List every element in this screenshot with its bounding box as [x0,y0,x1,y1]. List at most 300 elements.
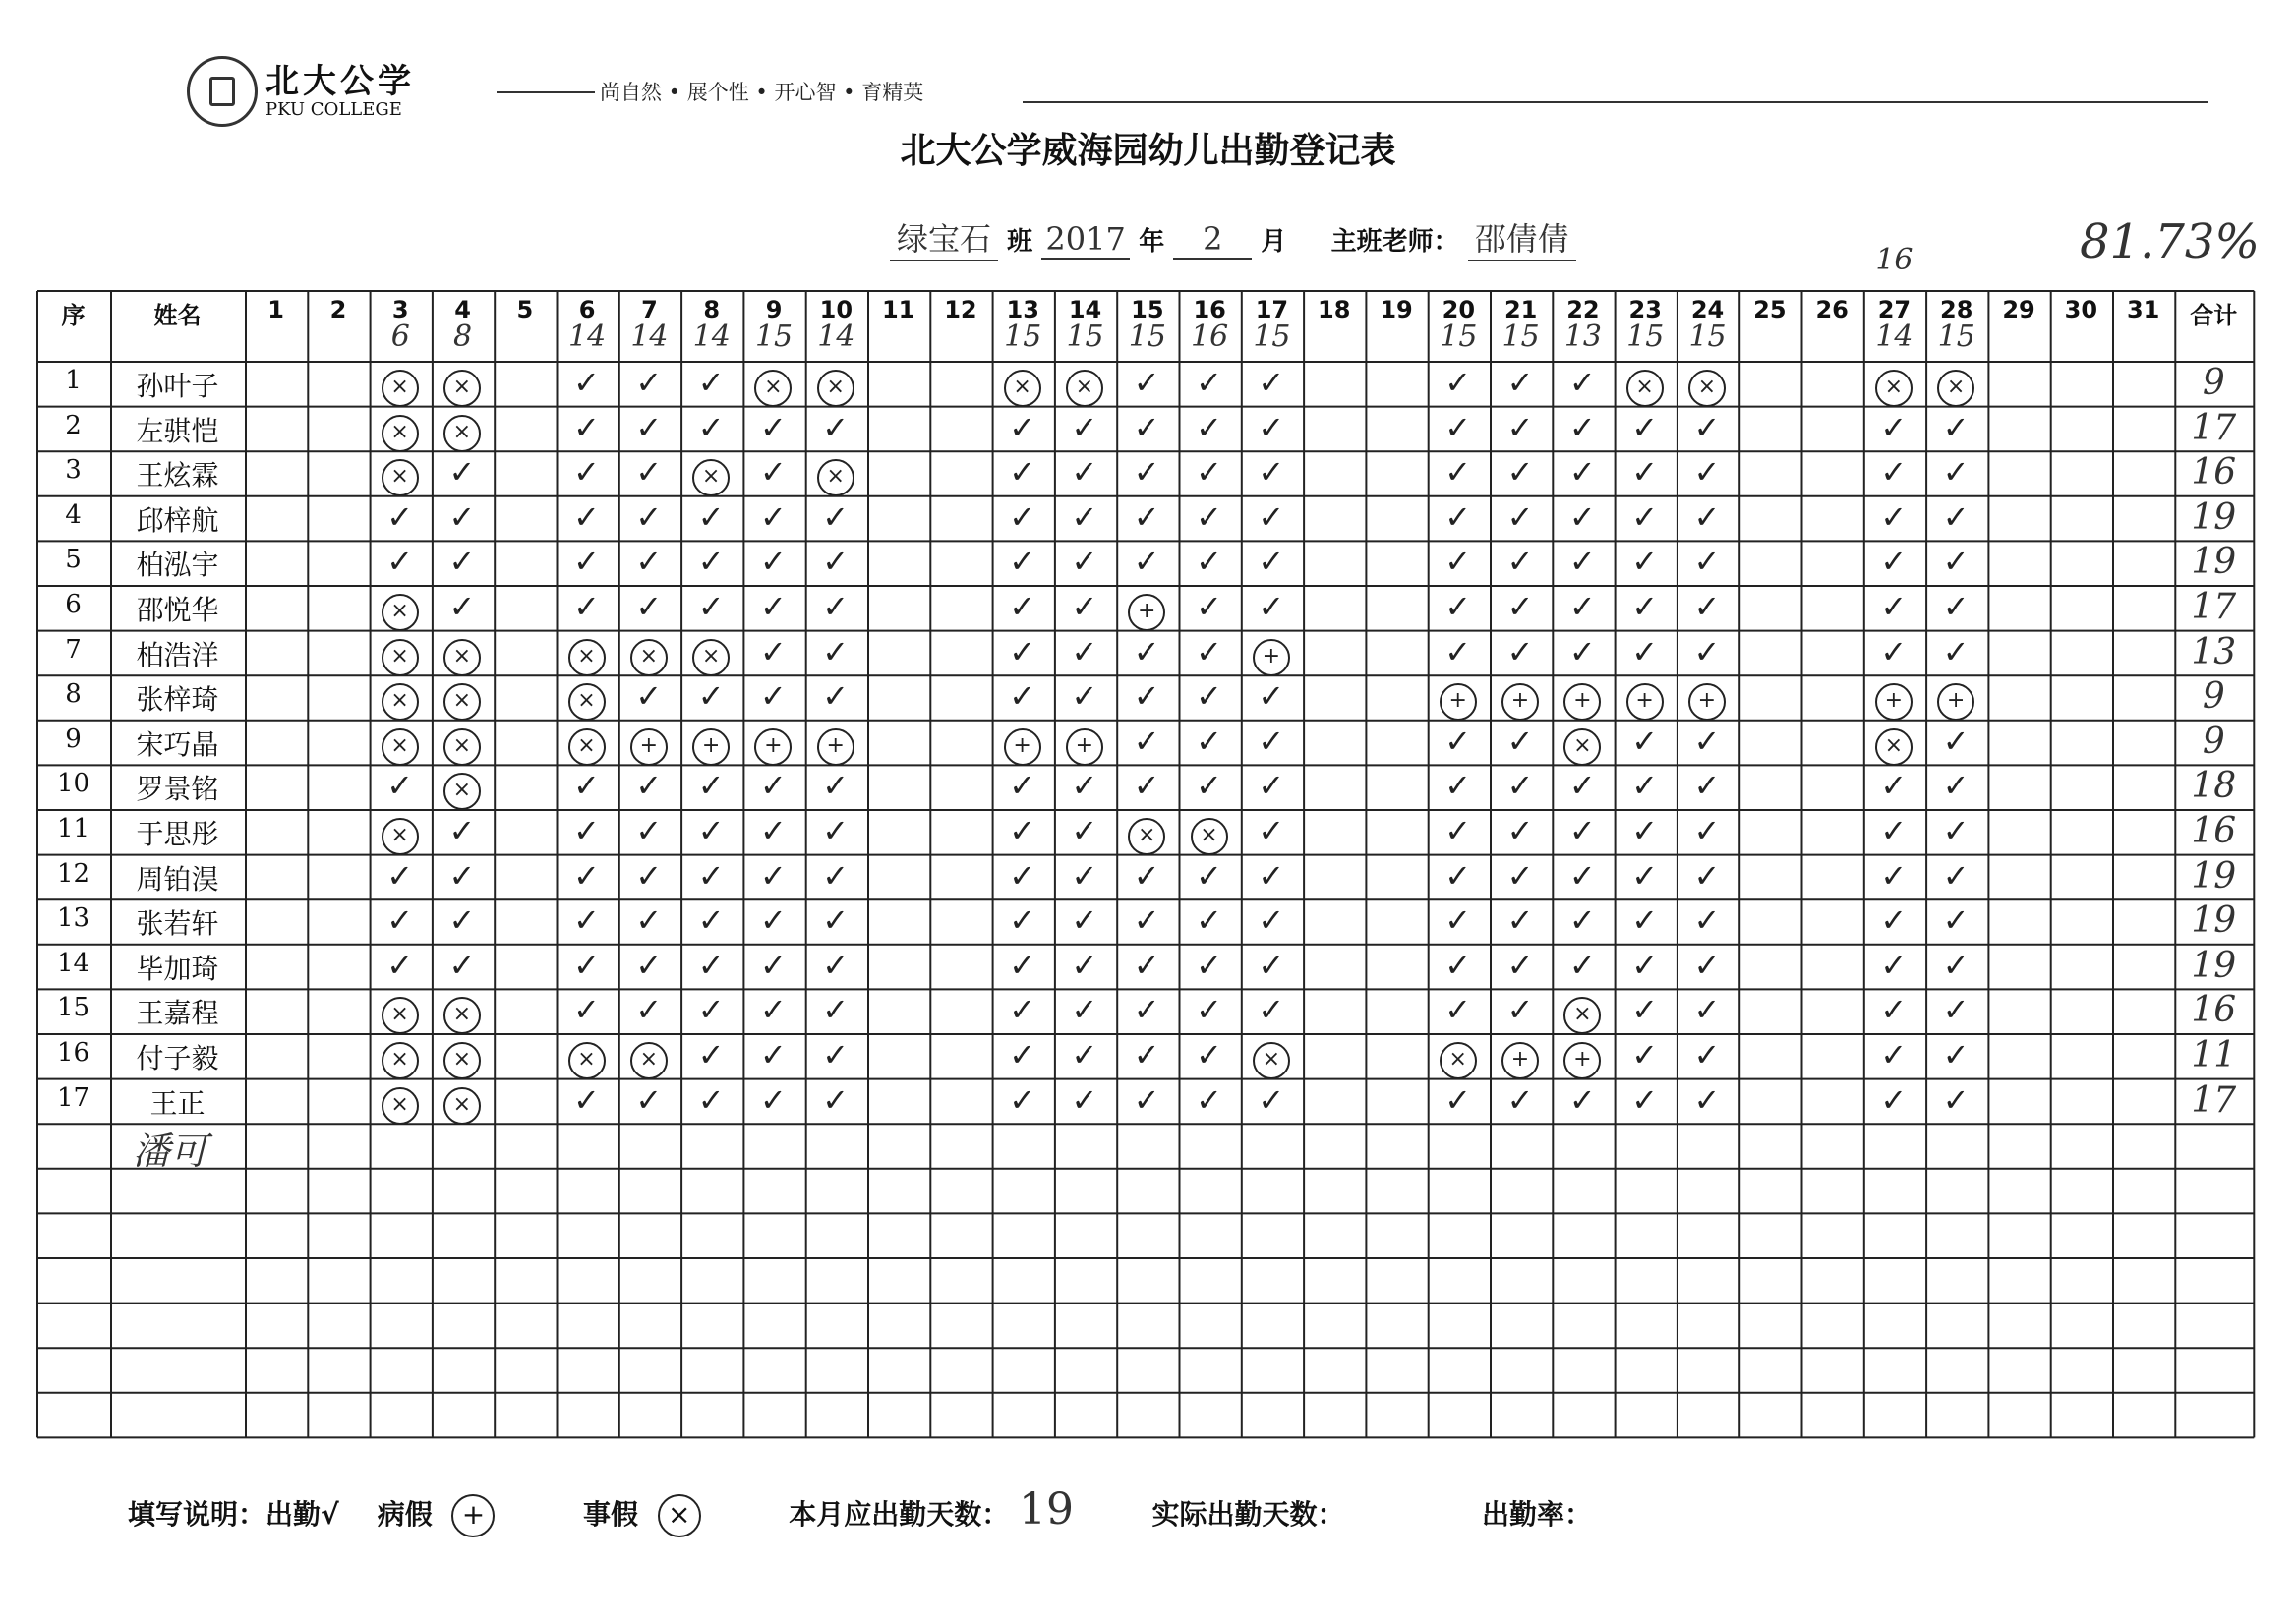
present-check-icon: ✓ [573,812,600,849]
present-check-icon: ✓ [759,1036,787,1073]
page-title: 北大公学威海园幼儿出勤登记表 [900,131,1396,171]
row-seq: 17 [56,1082,90,1113]
present-check-icon: ✓ [386,543,413,581]
day-count-27: 14 [1875,319,1913,354]
present-check-icon: ✓ [1506,453,1534,492]
present-check-icon: ✓ [759,677,787,716]
personal-leave-icon: × [370,674,431,718]
student-name: 周铂淏 [136,862,219,896]
present-check-icon: ✓ [1009,632,1035,670]
personal-leave-icon: × [1925,361,1986,404]
day-count-17: 15 [1253,319,1291,354]
present-check-icon: ✓ [1009,991,1035,1029]
row-total: 17 [2191,1079,2237,1121]
row-seq: 7 [65,634,82,665]
present-check-icon: ✓ [573,364,600,401]
row-total: 16 [2191,452,2237,493]
row-seq: 11 [56,814,90,843]
row-total: 17 [2191,407,2237,448]
student-name: 宋巧晶 [136,727,219,761]
day-count-28: 15 [1937,319,1975,354]
row-total: 16 [2191,811,2237,851]
present-check-icon: ✓ [1258,767,1285,805]
day-count-6: 14 [568,319,607,354]
present-check-icon: ✓ [1133,543,1160,581]
sick-leave-icon: + [1615,674,1676,718]
present-check-icon: ✓ [1506,812,1534,849]
present-check-icon: ✓ [1444,722,1472,760]
day-count-22: 13 [1563,319,1603,354]
present-check-icon: ✓ [1009,1036,1035,1073]
present-check-icon: ✓ [1880,497,1908,536]
sick-leave-icon: + [618,720,679,763]
year-value: 2017 [1041,220,1130,260]
day-header-18: 18 [1318,296,1351,323]
sick-leave-icon: + [1552,1033,1613,1076]
present-check-icon: ✓ [1444,812,1472,849]
student-name: 张梓琦 [136,683,219,717]
present-check-icon: ✓ [1693,408,1721,446]
present-check-icon: ✓ [1071,408,1098,446]
present-check-icon: ✓ [1196,453,1222,492]
present-check-icon: ✓ [1568,453,1596,492]
present-check-icon: ✓ [1880,946,1908,984]
row-total: 9 [2202,363,2225,403]
month-label: 月 [1261,227,1287,257]
personal-leave-icon: × [618,1033,679,1076]
personal-leave-icon: × [370,809,431,852]
present-check-icon: ✓ [1506,856,1534,895]
present-check-icon: ✓ [822,901,850,940]
present-check-icon: ✓ [1631,497,1658,536]
present-check-icon: ✓ [1196,677,1222,716]
day-header-25: 25 [1753,296,1787,323]
present-check-icon: ✓ [697,812,725,849]
present-check-icon: ✓ [1444,767,1472,805]
present-check-icon: ✓ [1942,632,1970,670]
legend-sick-label: 病假 [377,1498,433,1531]
present-check-icon: ✓ [697,767,725,805]
present-check-icon: ✓ [759,588,787,625]
row-seq: 5 [65,545,82,575]
present-check-icon: ✓ [1444,901,1472,940]
row-seq: 1 [65,366,82,395]
present-check-icon: ✓ [822,991,850,1029]
day-count-13: 15 [1004,319,1042,354]
present-check-icon: ✓ [1133,991,1160,1029]
day-header-15: 15 [1131,296,1164,323]
expected-days-label: 本月应出勤天数： [789,1498,1010,1531]
present-check-icon: ✓ [759,408,787,446]
personal-leave-icon: × [432,630,493,673]
present-check-icon: ✓ [1693,543,1721,581]
present-check-icon: ✓ [1196,543,1222,581]
sick-leave-icon: + [1241,630,1302,673]
personal-leave-icon: × [1677,361,1737,404]
present-check-icon: ✓ [1942,991,1970,1029]
present-check-icon: ✓ [1568,632,1596,670]
motto-divider-left [497,91,595,93]
day-header-10: 10 [819,296,854,323]
personal-leave-icon: × [1428,1033,1489,1076]
present-check-icon: ✓ [1133,677,1160,716]
present-check-icon: ✓ [635,364,663,401]
present-check-icon: ✓ [822,408,850,446]
present-check-icon: ✓ [1196,946,1222,984]
present-check-icon: ✓ [1071,901,1098,940]
day-header-16: 16 [1193,296,1226,323]
day-count-8: 14 [692,319,731,354]
present-check-icon: ✓ [697,856,725,895]
day-header-19: 19 [1380,296,1413,323]
legend-personal-label: 事假 [582,1498,638,1531]
present-check-icon: ✓ [1506,408,1534,446]
present-check-icon: ✓ [759,901,787,940]
row-seq: 15 [56,993,90,1023]
student-name: 孙叶子 [136,370,219,402]
personal-leave-icon: × [432,361,493,404]
present-check-icon: ✓ [1631,767,1658,805]
present-check-icon: ✓ [573,543,600,581]
expected-days-value: 19 [1018,1484,1074,1535]
personal-leave-icon: × [370,1078,431,1122]
student-name: 王正 [149,1086,206,1120]
present-check-icon: ✓ [448,901,476,940]
present-check-icon: ✓ [1880,1036,1908,1073]
present-check-icon: ✓ [1880,632,1908,670]
seal-icon [187,56,258,127]
present-check-icon: ✓ [1942,767,1970,805]
present-check-icon: ✓ [1880,991,1908,1029]
actual-days-label: 实际出勤天数： [1151,1498,1345,1531]
personal-leave-icon: × [680,630,741,673]
present-check-icon: ✓ [1444,1080,1472,1119]
present-check-icon: ✓ [1693,946,1721,984]
row-seq: 9 [65,724,82,754]
day-header-20: 20 [1442,296,1476,323]
present-check-icon: ✓ [1258,856,1285,895]
present-check-icon: ✓ [759,632,787,670]
student-name: 王嘉程 [136,997,219,1030]
row-total: 13 [2191,631,2237,672]
student-name: 柏泓宇 [136,549,219,582]
present-check-icon: ✓ [1880,408,1908,446]
present-check-icon: ✓ [1258,722,1285,760]
personal-leave-icon: × [992,361,1053,404]
present-check-icon: ✓ [1693,588,1721,625]
seq-header: 序 [61,302,86,329]
sick-leave-icon: + [1490,1033,1551,1076]
day-count-9: 15 [754,319,794,354]
present-check-icon: ✓ [573,497,600,536]
present-check-icon: ✓ [573,453,600,492]
present-check-icon: ✓ [1071,991,1098,1029]
present-check-icon: ✓ [448,588,476,625]
present-check-icon: ✓ [573,901,600,940]
present-check-icon: ✓ [697,991,725,1029]
personal-leave-icon: × [557,674,618,718]
present-check-icon: ✓ [635,497,663,536]
present-check-icon: ✓ [1071,677,1098,716]
present-check-icon: ✓ [1444,946,1472,984]
present-check-icon: ✓ [573,991,600,1029]
day-header-28: 28 [1940,296,1973,323]
present-check-icon: ✓ [1133,632,1160,670]
teacher-name: 邵倩倩 [1468,214,1576,261]
present-check-icon: ✓ [1258,901,1285,940]
present-check-icon: ✓ [759,767,787,805]
personal-leave-icon: × [1552,720,1613,763]
present-check-icon: ✓ [1071,1080,1098,1119]
present-check-icon: ✓ [822,856,850,895]
present-check-icon: ✓ [1258,677,1285,716]
present-check-icon: ✓ [1568,767,1596,805]
row-seq: 4 [65,499,82,530]
present-check-icon: ✓ [1196,1080,1222,1119]
present-check-icon: ✓ [1942,722,1970,760]
day-header-5: 5 [516,296,534,323]
present-check-icon: ✓ [1196,588,1222,625]
present-check-icon: ✓ [697,901,725,940]
personal-leave-icon: × [370,450,431,493]
present-check-icon: ✓ [1071,767,1098,805]
present-check-icon: ✓ [635,767,663,805]
student-name: 罗景铭 [136,773,219,806]
present-check-icon: ✓ [1258,812,1285,849]
day-count-10: 14 [817,319,855,354]
present-check-icon: ✓ [1196,632,1222,670]
present-check-icon: ✓ [1258,588,1285,625]
day-header-9: 9 [765,296,783,323]
present-check-icon: ✓ [1942,543,1970,581]
day-header-31: 31 [2126,296,2160,323]
present-check-icon: ✓ [1444,364,1472,401]
personal-leave-icon: × [557,720,618,763]
present-check-icon: ✓ [635,677,663,716]
present-check-icon: ✓ [1071,946,1098,984]
present-check-icon: ✓ [1693,722,1721,760]
present-check-icon: ✓ [1258,497,1285,536]
name-header: 姓名 [153,302,202,329]
day-count-27-note: 16 [1875,243,1913,277]
present-check-icon: ✓ [1506,1080,1534,1119]
day-count-21: 15 [1501,319,1540,354]
present-check-icon: ✓ [759,453,787,492]
total-header: 合计 [2190,302,2238,329]
present-check-icon: ✓ [822,946,850,984]
sick-leave-icon: + [742,720,803,763]
row-total: 16 [2191,990,2237,1031]
personal-leave-icon: × [805,361,866,404]
day-count-20: 15 [1440,319,1478,354]
present-check-icon: ✓ [1133,497,1160,536]
personal-leave-icon: × [370,585,431,628]
present-check-icon: ✓ [1568,543,1596,581]
present-check-icon: ✓ [1568,497,1596,536]
row-seq: 10 [56,769,90,799]
student-name: 付子毅 [136,1042,219,1074]
sick-leave-icon: + [805,720,866,763]
present-check-icon: ✓ [822,1080,850,1119]
personal-leave-icon: × [1241,1033,1302,1076]
present-check-icon: ✓ [635,856,663,895]
row-total: 19 [2191,855,2237,897]
present-check-icon: ✓ [1009,946,1035,984]
day-header-22: 22 [1566,296,1600,323]
student-name: 左骐恺 [136,414,219,447]
personal-leave-icon: × [370,720,431,763]
present-check-icon: ✓ [1693,632,1721,670]
present-check-icon: ✓ [635,588,663,625]
present-check-icon: ✓ [1196,1036,1222,1073]
present-check-icon: ✓ [386,767,413,805]
row-total: 19 [2191,542,2237,583]
present-check-icon: ✓ [697,677,725,716]
present-check-icon: ✓ [1693,812,1721,849]
present-check-icon: ✓ [1631,588,1658,625]
present-check-icon: ✓ [1009,543,1035,581]
day-count-15: 15 [1128,319,1166,354]
present-check-icon: ✓ [1009,856,1035,895]
row-total: 9 [2202,721,2225,762]
present-check-icon: ✓ [573,767,600,805]
present-check-icon: ✓ [1693,767,1721,805]
present-check-icon: ✓ [448,543,476,581]
personal-leave-icon: × [432,674,493,718]
personal-leave-icon: × [432,720,493,763]
day-count-7: 14 [630,319,669,354]
present-check-icon: ✓ [1196,991,1222,1029]
day-header-29: 29 [2002,296,2035,323]
present-check-icon: ✓ [697,408,725,446]
personal-leave-icon: × [680,450,741,493]
present-check-icon: ✓ [1009,453,1035,492]
class-name: 绿宝石 [890,214,998,261]
row-total: 19 [2191,900,2237,942]
present-check-icon: ✓ [697,497,725,536]
day-header-7: 7 [641,296,658,323]
present-check-icon: ✓ [1693,453,1721,492]
present-check-icon: ✓ [1631,453,1658,492]
sick-leave-icon: + [1677,674,1737,718]
row-seq: 3 [65,455,82,486]
row-seq: 12 [56,858,90,889]
present-check-icon: ✓ [1506,946,1534,984]
day-header-3: 3 [391,296,409,323]
present-check-icon: ✓ [1942,588,1970,625]
present-check-icon: ✓ [697,1080,725,1119]
present-check-icon: ✓ [1071,632,1098,670]
present-check-icon: ✓ [1009,767,1035,805]
present-check-icon: ✓ [1631,632,1658,670]
day-header-1: 1 [267,296,284,323]
personal-leave-icon: × [805,450,866,493]
day-header-13: 13 [1006,296,1039,323]
logo-english-text: PKU COLLEGE [265,99,402,120]
present-check-icon: ✓ [1071,497,1098,536]
present-check-icon: ✓ [1133,767,1160,805]
present-check-icon: ✓ [386,856,413,895]
day-header-30: 30 [2064,296,2098,323]
personal-leave-icon: × [370,361,431,404]
present-check-icon: ✓ [386,497,413,536]
teacher-label: 主班老师： [1330,227,1459,257]
row-total: 9 [2202,676,2225,718]
present-check-icon: ✓ [1196,497,1222,536]
month-value: 2 [1173,220,1252,260]
day-header-27: 27 [1877,296,1912,323]
present-check-icon: ✓ [1071,588,1098,625]
present-check-icon: ✓ [1631,991,1658,1029]
logo-chinese-text: 北大公学 [265,62,415,101]
day-header-4: 4 [454,296,471,323]
personal-leave-icon: × [557,630,618,673]
personal-leave-icon: × [1179,809,1240,852]
day-header-8: 8 [703,296,721,323]
present-check-icon: ✓ [1506,901,1534,940]
personal-leave-icon: × [1116,809,1177,852]
present-check-icon: ✓ [1009,497,1035,536]
personal-leave-icon: × [557,1033,618,1076]
present-check-icon: ✓ [759,543,787,581]
present-check-icon: ✓ [1942,812,1970,849]
present-check-icon: ✓ [1568,588,1596,625]
school-logo [187,54,433,133]
present-check-icon: ✓ [1693,1080,1721,1119]
present-check-icon: ✓ [1133,1036,1160,1073]
extra-student-name: 潘可 [133,1130,208,1173]
present-check-icon: ✓ [1568,408,1596,446]
present-check-icon: ✓ [573,588,600,625]
day-count-14: 15 [1066,319,1104,354]
personal-leave-icon: × [432,1078,493,1122]
legend-label: 填写说明：出勤√ [128,1498,339,1531]
present-check-icon: ✓ [759,812,787,849]
present-check-icon: ✓ [1880,767,1908,805]
day-header-14: 14 [1068,296,1102,323]
motto: 尚自然 • 展个性 • 开心智 • 育精英 [600,81,924,104]
present-check-icon: ✓ [1133,408,1160,446]
present-check-icon: ✓ [448,497,476,536]
personal-leave-icon: × [1863,361,1924,404]
present-check-icon: ✓ [1506,632,1534,670]
present-check-icon: ✓ [1631,408,1658,446]
day-header-21: 21 [1503,296,1538,323]
present-check-icon: ✓ [1880,543,1908,581]
sick-leave-icon: + [680,720,741,763]
present-check-icon: ✓ [1942,901,1970,940]
present-check-icon: ✓ [1631,856,1658,895]
present-check-icon: ✓ [1568,946,1596,984]
present-check-icon: ✓ [1009,1080,1035,1119]
present-check-icon: ✓ [1880,901,1908,940]
present-check-icon: ✓ [635,408,663,446]
present-check-icon: ✓ [1568,364,1596,401]
present-check-icon: ✓ [822,588,850,625]
present-check-icon: ✓ [1258,453,1285,492]
row-total: 18 [2191,766,2237,807]
day-count-3: 6 [390,319,410,354]
present-check-icon: ✓ [635,1080,663,1119]
present-check-icon: ✓ [1258,946,1285,984]
day-header-6: 6 [578,296,596,323]
present-check-icon: ✓ [822,632,850,670]
personal-leave-icon: × [432,764,493,807]
present-check-icon: ✓ [635,991,663,1029]
present-check-icon: ✓ [448,812,476,849]
row-seq: 14 [56,948,90,978]
present-check-icon: ✓ [448,946,476,984]
